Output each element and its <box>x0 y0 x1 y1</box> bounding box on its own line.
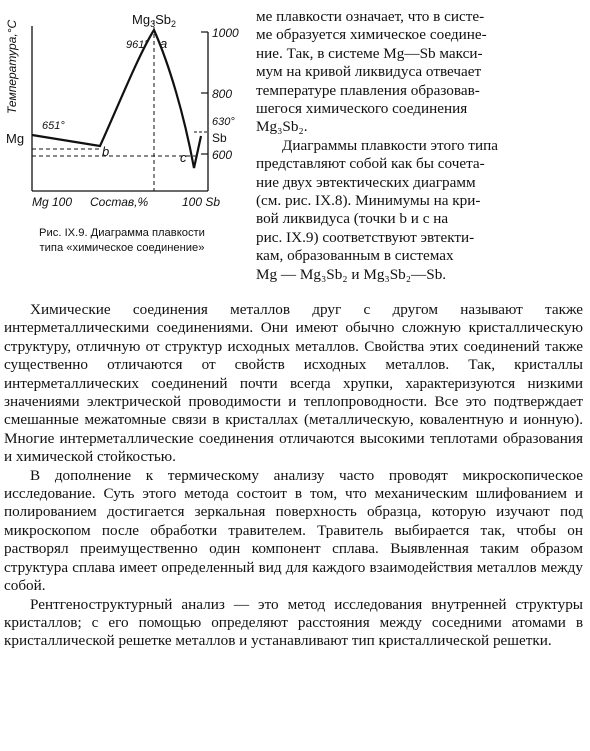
x-axis-left-label: Mg 100 <box>32 195 73 209</box>
right-column-line: представляют собой как бы сочета- <box>256 155 485 173</box>
tick-label-1000: 1000 <box>212 26 239 40</box>
right-column-line: ние двух эвтектических диаграмм <box>256 173 476 191</box>
right-column-line: мум на кривой ликвидуса отвечает <box>256 63 482 81</box>
liquidus-curve <box>32 30 201 168</box>
sb-label: Sb <box>212 131 227 145</box>
point-c-label: c <box>180 150 187 165</box>
caption-line-1: Рис. IX.9. Диаграмма плавкости <box>39 227 205 239</box>
right-column-line: ние. Так, в системе Mg—Sb макси- <box>256 44 483 62</box>
right-column-line: кам, образованным в системах <box>256 247 454 265</box>
figure-caption <box>0 226 244 256</box>
caption-line-2: типа «химическое соединение» <box>39 242 205 254</box>
point-a-label: a <box>160 36 168 51</box>
right-column-line: Диаграммы плавкости этого типа <box>282 136 498 154</box>
right-column-text <box>256 8 583 284</box>
right-column-line: Mg — Mg₃Sb₂ и Mg₃Sb₂—Sb. <box>256 265 447 283</box>
main-text <box>4 301 583 651</box>
right-column-line: температуре плавления образовав- <box>256 81 480 99</box>
tick-label-800: 800 <box>212 87 233 101</box>
max-temp-label: 961° <box>126 39 149 51</box>
x-axis-right-label: 100 Sb <box>182 195 221 209</box>
x-axis-title: Состав,% <box>90 195 149 209</box>
paragraph-intermetallic: Химические соединения металлов друг с другом называют также интерметаллическими соединениями. Они имеют обычно сложную кристаллическую структуру, отличную от структур исходных металлов. Свойства этих соединений также существенно отличаются от свойств исходных металлов. Так, кристаллы интерметаллических соединений почти всегда хрупки, характеризуются низкими значениями электрической проводимости и теплопроводности. Все это подтверждает смешанные межатомные связи в кристаллах (металлическую, ковалентную и ионную). Многие интерметаллические соединения отличаются высокими теплотами образования и химической стойкостью. <box>4 301 583 466</box>
compound-label: $Mg_3Sb_2$ <box>132 12 176 29</box>
right-column-line: рис. IX.9) соответствуют эвтекти- <box>256 228 475 246</box>
paragraph-microscopy: В дополнение к термическому анализу часто проводят микроскопическое исследование. Суть этого метода состоит в том, что механическим шлифованием и полированием достигается зеркальная поверхность образца, которую изучают под микроскопом после обработки травителем. Травитель выбирается так, чтобы он растворял преимущественно один компонент сплава. Выявленная таким образом структура сплава имеет определенный вид для каждого взаимодействия металлов между собой. <box>4 466 583 595</box>
right-column-line: вой ликвидуса (точки b и c на <box>256 210 449 228</box>
mg-temp-label: 651° <box>42 120 65 132</box>
y-axis-label: Температура,°С <box>5 19 19 114</box>
sb-temp-label: 630° <box>212 116 235 128</box>
phase-diagram <box>4 4 244 226</box>
right-column-line: ме образуется химическое соедине- <box>256 26 487 44</box>
right-column-line: Mg₃Sb₂. <box>256 118 308 136</box>
right-column-line: (см. рис. IX.8). Минимумы на кри- <box>256 192 481 210</box>
paragraph-xray: Рентгеноструктурный анализ — это метод исследования внутренней структуры кристаллов; с его помощью определяют расстояния между соседними атомами в кристаллической решетке металлов и устанавливают тип кристаллической решетки. <box>4 595 583 650</box>
right-column-line: шегося химического соединения <box>256 100 468 118</box>
mg-label: Mg <box>6 131 25 146</box>
tick-label-600: 600 <box>212 148 233 162</box>
point-b-label: b <box>102 144 110 159</box>
right-column-line: ме плавкости означает, что в систе- <box>256 8 485 25</box>
